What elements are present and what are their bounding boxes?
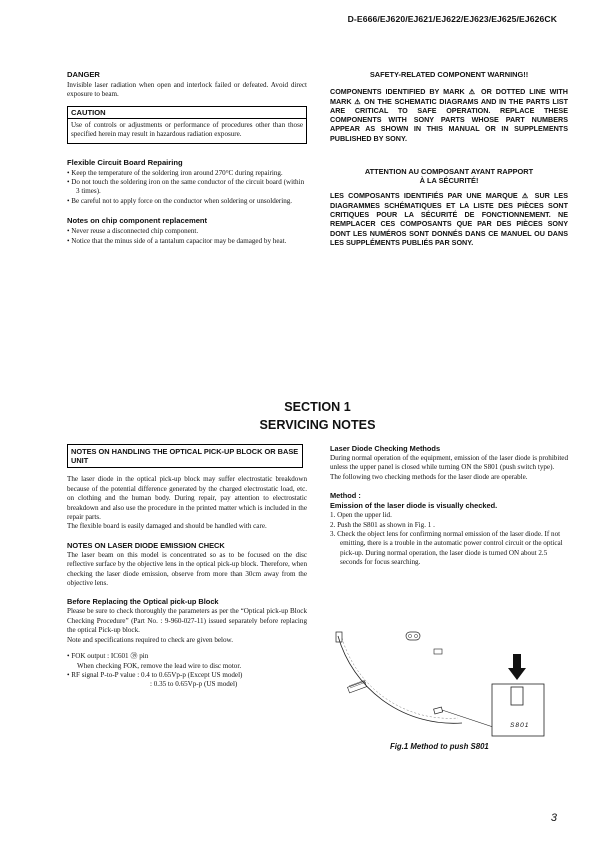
notes-handling-text: The laser diode in the optical pick-up block may suffer electrostatic breakdown because of the potential difference generated by the charged electrostatic load, etc. on clothing and the human body. During repair, pay attention to electrostatic breakdown and also use the procedure in the printed matter which is included in the repair parts. xyxy=(67,475,307,522)
before-replacing-text: Please be sure to check thoroughly the parameters as per the “Optical pick-up Block Checking Procedure” (Part No. : 9-960-027-11) issued separately before replacing the optical Pick-up block. xyxy=(67,607,307,635)
method-title: Emission of the laser diode is visually checked. xyxy=(330,501,498,511)
model-header: D-E666/EJ620/EJ621/EJ622/EJ623/EJ625/EJ626CK xyxy=(347,14,557,24)
chip-title: Notes on chip component replacement xyxy=(67,216,208,226)
fok-line-2: When checking FOK, remove the lead wire to disc motor. xyxy=(77,661,242,670)
list-item: • Be careful not to apply force on the conductor when soldering or unsoldering. xyxy=(67,196,293,205)
chip-list xyxy=(67,227,307,246)
emission-check-title: NOTES ON LASER DIODE EMISSION CHECK xyxy=(67,540,225,550)
laser-methods-text2: The following two checking methods for the laser diode are operable. xyxy=(330,472,528,481)
switch-point xyxy=(434,707,443,714)
before-replacing-text2: Note and specifications required to check are given below. xyxy=(67,635,233,644)
notes-handling-text2: The flexible board is easily damaged and should be handled with care. xyxy=(67,522,267,531)
section-heading xyxy=(0,398,595,434)
right-bottom-column xyxy=(330,444,568,568)
s801-label: S801 xyxy=(510,722,530,729)
figure-s801 xyxy=(330,628,570,740)
laser-methods-title: Laser Diode Checking Methods xyxy=(330,444,441,453)
push-arrow-icon xyxy=(508,654,526,680)
marker-pill xyxy=(406,632,420,640)
flex-list xyxy=(67,169,307,207)
figure-caption: Fig.1 Method to push S801 xyxy=(390,742,489,751)
section-title: SERVICING NOTES xyxy=(259,418,376,432)
rf-line-1: • RF signal P-to-P value : 0.4 to 0.65Vp-p (Except US model) xyxy=(67,670,243,679)
list-item: • Do not touch the soldering iron on the same conductor of the circuit board (within 3 times). xyxy=(67,178,305,196)
laser-methods-text: During normal operation of the equipment, emission of the laser diode is prohibited unless the upper panel is closed while turning ON the S801 (push switch type). xyxy=(330,454,568,472)
left-top-column xyxy=(67,70,307,246)
method-label: Method : xyxy=(330,491,361,501)
caution-title: CAUTION xyxy=(68,107,306,119)
right-top-column xyxy=(330,70,568,247)
danger-text: Invisible laser radiation when open and interlock failed or defeated. Avoid direct exposure to beam. xyxy=(67,81,307,99)
danger-title: DANGER xyxy=(67,70,100,79)
section-number: SECTION 1 xyxy=(284,400,351,414)
list-item: 2. Push the S801 as shown in Fig. 1 . xyxy=(330,520,435,529)
switch-button xyxy=(511,687,523,705)
caution-box xyxy=(67,106,307,144)
list-item: 3. Check the object lens for confirming normal emission of the laser diode. If not emitting, there is a trouble in the automatic power control circuit or the optical pick-up. During normal operation, the laser diode is turned ON about 2.5 seconds for focus searching. xyxy=(330,530,563,567)
fok-line-1: • FOK output : IC601 ㊴ pin xyxy=(67,652,149,661)
page-number: 3 xyxy=(550,812,557,824)
rf-line-2: : 0.35 to 0.65Vp-p (US model) xyxy=(150,680,238,689)
emission-check-text: The laser beam on this model is concentrated so as to be focused on the disc reflective surface by the objective lens in the optical pick-up block. Therefore, when checking the laser diode emission, observe from more than 30cm away from the objective lens. xyxy=(67,550,307,588)
caution-text: Use of controls or adjustments or performance of procedures other than those specified herein may result in hazardous radiation exposure. xyxy=(71,120,303,139)
safety-en-text: COMPONENTS IDENTIFIED BY MARK ⚠ OR DOTTED LINE WITH MARK ⚠ ON THE SCHEMATIC DIAGRAMS AND IN THE PARTS LIST ARE CRITICAL TO SAFE OPERATION. REPLACE THESE COMPONENTS WITH SONY PARTS WHOSE PART NUMBERS APPEAR AS SHOWN IN THIS MANUAL OR IN SUPPLEMENTS PUBLISHED BY SONY. xyxy=(330,87,568,143)
method-steps xyxy=(330,511,568,567)
safety-fr-text: LES COMPOSANTS IDENTIFIÉS PAR UNE MARQUE ⚠ SUR LES DIAGRAMMES SCHÉMATIQUES ET LA LISTE DES PIÈCES SONT CRITIQUES POUR LA SÉCURITÉ DE FONCTIONNEMENT. NE REMPLACER CES COMPOSANTS QUE PAR DES PIÈCES SONY DONT LES NUMÉROS SONT DONNÉS DANS CE MANUEL OU DANS LES SUPPLÉMENTS PUBLIÉS PAR SONY. xyxy=(330,191,568,247)
s801-diagram xyxy=(330,628,570,740)
list-item: • Keep the temperature of the soldering iron around 270°C during repairing. xyxy=(67,168,283,177)
list-item: 1. Open the upper lid. xyxy=(330,511,392,520)
list-item: • Notice that the minus side of a tantalum capacitor may be damaged by heat. xyxy=(67,236,287,245)
left-bottom-column xyxy=(67,444,307,690)
safety-en-title: SAFETY-RELATED COMPONENT WARNING!! xyxy=(369,70,529,79)
list-item: • Never reuse a disconnected chip component. xyxy=(67,227,199,236)
notes-handling-box: NOTES ON HANDLING THE OPTICAL PICK-UP BLOCK OR BASE UNIT xyxy=(67,444,303,468)
before-replacing-title: Before Replacing the Optical pick-up Block xyxy=(67,597,219,607)
flex-title: Flexible Circuit Board Repairing xyxy=(67,157,183,167)
safety-fr-title-2: À LA SÉCURITÉ! xyxy=(419,176,479,186)
safety-fr-title-1: ATTENTION AU COMPOSANT AYANT RAPPORT xyxy=(364,166,534,176)
